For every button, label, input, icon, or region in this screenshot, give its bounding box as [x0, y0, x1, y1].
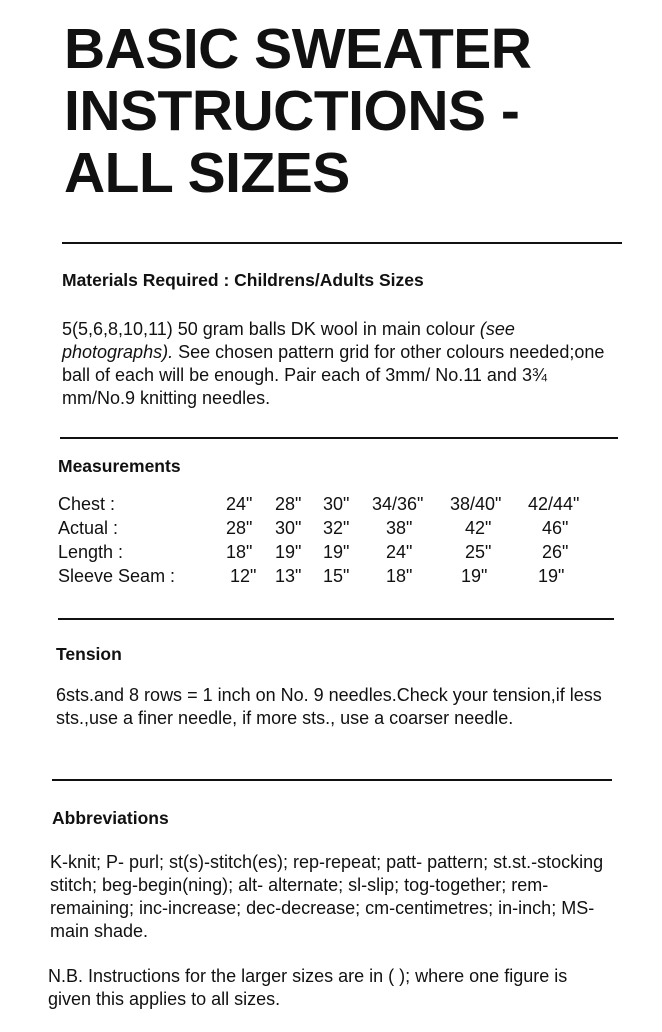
measurement-value: 18": [386, 566, 413, 586]
divider-1: [62, 242, 622, 244]
tension-heading: Tension: [56, 644, 122, 664]
abbreviations-text: K-knit; P- purl; st(s)-stitch(es); rep-repeat; patt- pattern; st.st.-stocking stitch; beg-begin(ning); alt- alternate; sl-slip; tog-together; rem-remaining; inc-increase; dec-decrease; cm-centimetres; in-inch; MS-main shade.: [50, 852, 604, 941]
divider-4: [52, 779, 612, 781]
abbreviations-heading: Abbreviations: [52, 808, 169, 828]
title-line-1: BASIC SWEATER: [64, 17, 532, 81]
measurement-value: 24": [386, 542, 413, 562]
materials-text-start: 5(5,6,8,10,11) 50 gram balls DK wool in main colour: [62, 319, 480, 339]
title-line-2: INSTRUCTIONS -: [64, 79, 520, 143]
measurement-value: 12": [230, 566, 257, 586]
measurement-value: 19": [461, 566, 488, 586]
tension-text: 6sts.and 8 rows = 1 inch on No. 9 needles.Check your tension,if less sts.,use a finer needle, if more sts., use a coarser needle.: [56, 685, 602, 728]
measurement-label: Chest :: [58, 494, 116, 514]
materials-text: [62, 318, 622, 410]
measurement-value: 19": [275, 542, 302, 562]
materials-text-italic: (see photographs).: [62, 319, 515, 362]
divider-2: [60, 437, 618, 439]
measurement-label: Length :: [58, 542, 124, 562]
measurement-value: 24": [226, 494, 253, 514]
measurement-value: 30": [323, 494, 350, 514]
measurement-value: 32": [323, 518, 350, 538]
materials-heading: Materials Required : Childrens/Adults Sizes: [62, 270, 424, 290]
measurement-value: 15": [323, 566, 350, 586]
measurement-value: 42": [465, 518, 492, 538]
measurement-value: 19": [538, 566, 565, 586]
measurement-value: 26": [542, 542, 569, 562]
measurement-value: 28": [275, 494, 302, 514]
measurement-value: 38": [386, 518, 413, 538]
measurement-value: 46": [542, 518, 569, 538]
measurement-value: 30": [275, 518, 302, 538]
measurement-value: 34/36": [372, 494, 424, 514]
measurement-value: 38/40": [450, 494, 502, 514]
page-title: [64, 18, 531, 204]
measurement-label: Actual :: [58, 518, 119, 538]
title-line-3: ALL SIZES: [64, 141, 350, 205]
materials-text-end: See chosen pattern grid for other colours needed;one ball of each will be enough. Pair each of 3mm/ No.11 and 3¾ mm/No.9 knitting needles.: [62, 342, 605, 408]
sizing-note: N.B. Instructions for the larger sizes are in ( ); where one figure is given this applies to all sizes.: [48, 966, 568, 1009]
measurement-value: 18": [226, 542, 253, 562]
measurement-value: 42/44": [528, 494, 580, 514]
measurement-value: 19": [323, 542, 350, 562]
measurements-heading: Measurements: [58, 456, 181, 476]
measurement-value: 28": [226, 518, 253, 538]
measurement-value: 13": [275, 566, 302, 586]
measurement-value: 25": [465, 542, 492, 562]
divider-3: [58, 618, 614, 620]
measurement-label: Sleeve Seam :: [58, 566, 176, 586]
